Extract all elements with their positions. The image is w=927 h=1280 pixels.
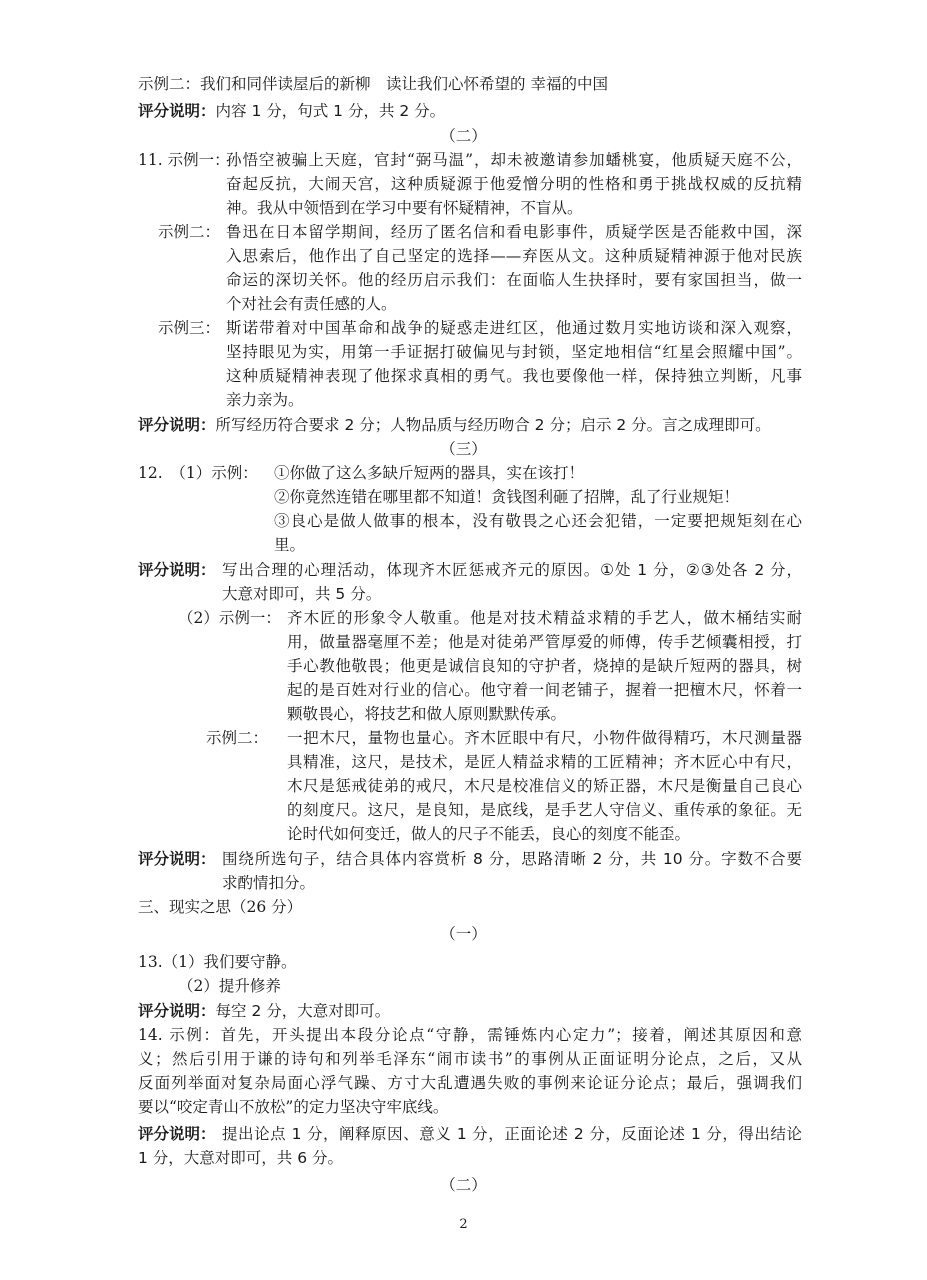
q14-scoring-text: 1 分，大意对即可，共 6 分。 bbox=[138, 1149, 344, 1167]
q11-scoring-note bbox=[138, 413, 771, 437]
scoring-text: 每空 2 分，大意对即可。 bbox=[215, 1002, 391, 1020]
scoring-label: 评分说明： bbox=[138, 102, 216, 120]
q12-label: 12. （1）示例： bbox=[138, 464, 258, 482]
q11-example-2-text: 个对社会有责任感的人。 bbox=[226, 295, 397, 313]
q12-part2-example-2-text: 论时代如何变迁，做人的尺子不能丢，良心的刻度不能歪。 bbox=[287, 825, 691, 843]
q14-line: 要以“咬定青山不放松”的定力坚决守牢底线。 bbox=[138, 1098, 449, 1116]
q12-scoring2-text: 求酌情扣分。 bbox=[222, 874, 316, 892]
q12-scoring2-label bbox=[138, 847, 216, 871]
q13-scoring-note bbox=[138, 999, 390, 1023]
scoring-text: 内容 1 分，句式 1 分，共 2 分。 bbox=[215, 102, 446, 120]
q11-example-3-text: 这种质疑精神表现了他探求真相的勇气。我也要像他一样，保持独立判断，凡事 bbox=[226, 367, 802, 385]
q14-line: 反面列举面对复杂局面心浮气躁、方寸大乱遭遇失败的事例来论证分论点；最后，强调我们 bbox=[138, 1074, 802, 1092]
example-label: 示例二： bbox=[138, 75, 201, 93]
q11-example-2-text: 鲁迅在日本留学期间，经历了匿名信和看电影事件，质疑学医是否能救中国，深 bbox=[226, 223, 802, 241]
scoring-text: 所写经历符合要求 2 分；人物品质与经历吻合 2 分；启示 2 分。言之成理即可。 bbox=[215, 416, 771, 434]
q12-item: ②你竟然连错在哪里都不知道！贪钱图利砸了招牌，乱了行业规矩！ bbox=[274, 488, 740, 506]
page-number: 2 bbox=[459, 1217, 468, 1232]
q12-part2-example-2-text: 的刻度尺。这尺，是良知，是底线，是手艺人守信义、重传承的象征。无 bbox=[287, 801, 802, 819]
scoring-note bbox=[138, 99, 445, 123]
q12-part2-text: 颗敬畏心，将技艺和做人原则默默传承。 bbox=[287, 705, 567, 723]
scoring-label: 评分说明： bbox=[138, 1002, 216, 1020]
q14-line: 14. 示例：首先，开头提出本段分论点“守静，需锤炼内心定力”；接着，阐述其原因和意 bbox=[138, 1026, 802, 1044]
q12-item: ③良心是做人做事的根本，没有敬畏之心还会犯错，一定要把规矩刻在心 bbox=[274, 512, 802, 530]
q12-part2-text: 齐木匠的形象令人敬重。他是对技术精益求精的手艺人，做木桶结实耐 bbox=[287, 609, 802, 627]
q11-example-3-text: 坚持眼见为实，用第一手证据打破偏见与封锁，坚定地相信“红星会照耀中国”。 bbox=[226, 343, 802, 361]
q14-scoring-text: 提出论点 1 分，阐释原因、意义 1 分，正面论述 2 分，反面论述 1 分，得出结论 bbox=[222, 1125, 802, 1143]
q12-part2-label: （2）示例一： bbox=[178, 609, 281, 627]
q12-part2-example-2-text: 具精准，这尺，是技术，是匠人精益求精的工匠精神；齐木匠心中有尺， bbox=[287, 753, 802, 771]
q14-scoring-label bbox=[138, 1122, 216, 1146]
q11-example-1-text: 神。我从中领悟到在学习中要有怀疑精神，不盲从。 bbox=[226, 199, 583, 217]
q12-part2-text: 手心教他敬畏；他更是诚信良知的守护者，烧掉的是缺斤短两的器具，树 bbox=[287, 657, 802, 675]
q11-example-1-text: 孙悟空被骗上天庭，官封“弼马温”，却未被邀请参加蟠桃宴，他质疑天庭不公， bbox=[226, 151, 802, 169]
q12-scoring2-text: 围绕所选句子，结合具体内容赏析 8 分，思路清晰 2 分，共 10 分。字数不合要 bbox=[222, 850, 802, 868]
q12-part2-example-2-label: 示例二： bbox=[206, 729, 269, 747]
section-heading: （二） bbox=[440, 1176, 487, 1194]
q11-example-3-text: 斯诺带着对中国革命和战争的疑惑走进红区，他通过数月实地访谈和深入观察， bbox=[226, 319, 802, 337]
example-text: 我们和同伴读屋后的新柳 读让我们心怀希望的 幸福的中国 bbox=[200, 75, 608, 93]
q13-line: 13.（1）我们要守静。 bbox=[138, 953, 297, 971]
q11-example-2-label: 示例二： bbox=[158, 223, 221, 241]
q12-part2-text: 用，做量器毫厘不差；他是对徒弟严管厚爱的师傅，传手艺倾囊相授，打 bbox=[287, 633, 802, 651]
q12-scoring-text: 写出合理的心理活动，体现齐木匠惩戒齐元的原因。①处 1 分，②③处各 2 分， bbox=[222, 561, 802, 579]
section-heading: （一） bbox=[440, 925, 487, 943]
section-heading: （二） bbox=[440, 127, 487, 145]
q12-part2-example-2-text: 一把木尺，量物也量心。齐木匠眼中有尺，小物件做得精巧，木尺测量器 bbox=[287, 729, 802, 747]
q12-part2-example-2-text: 木尺是惩戒徒弟的戒尺，木尺是校准信义的矫正器，木尺是衡量自己良心 bbox=[287, 777, 802, 795]
scoring-label: 评分说明： bbox=[138, 1125, 216, 1143]
scoring-label: 评分说明： bbox=[138, 561, 216, 579]
q12-item: ①你做了这么多缺斤短两的器具，实在该打！ bbox=[274, 464, 585, 482]
scoring-label: 评分说明： bbox=[138, 850, 216, 868]
q12-scoring-text: 大意对即可，共 5 分。 bbox=[222, 585, 382, 603]
section-title: 三、现实之思（26 分） bbox=[138, 898, 303, 916]
q12-item: 里。 bbox=[274, 536, 306, 554]
q12-part2-text: 起的是百姓对行业的信心。他守着一间老铺子，握着一把檀木尺，怀着一 bbox=[287, 681, 802, 699]
example-2-line bbox=[138, 72, 608, 96]
q11-example-2-text: 命运的深切关怀。他的经历启示我们：在面临人生抉择时，要有家国担当，做一 bbox=[226, 271, 802, 289]
q11-example-1-label: 11. 示例一： bbox=[138, 151, 230, 169]
q11-example-3-label: 示例三： bbox=[158, 319, 221, 337]
q14-line: 义；然后引用于谦的诗句和列举毛泽东“闹市读书”的事例从正面证明分论点，之后，又从 bbox=[138, 1050, 802, 1068]
section-heading: （三） bbox=[440, 440, 487, 458]
q13-line: （2）提升修养 bbox=[178, 977, 281, 995]
q12-scoring-label bbox=[138, 558, 216, 582]
q11-example-2-text: 入思索后，他作出了自己坚定的选择——弃医从文。这种质疑精神源于他对民族 bbox=[226, 247, 802, 265]
q11-example-1-text: 奋起反抗，大闹天宫，这种质疑源于他爱憎分明的性格和勇于挑战权威的反抗精 bbox=[226, 175, 802, 193]
scoring-label: 评分说明： bbox=[138, 416, 216, 434]
q11-example-3-text: 亲力亲为。 bbox=[226, 391, 304, 409]
